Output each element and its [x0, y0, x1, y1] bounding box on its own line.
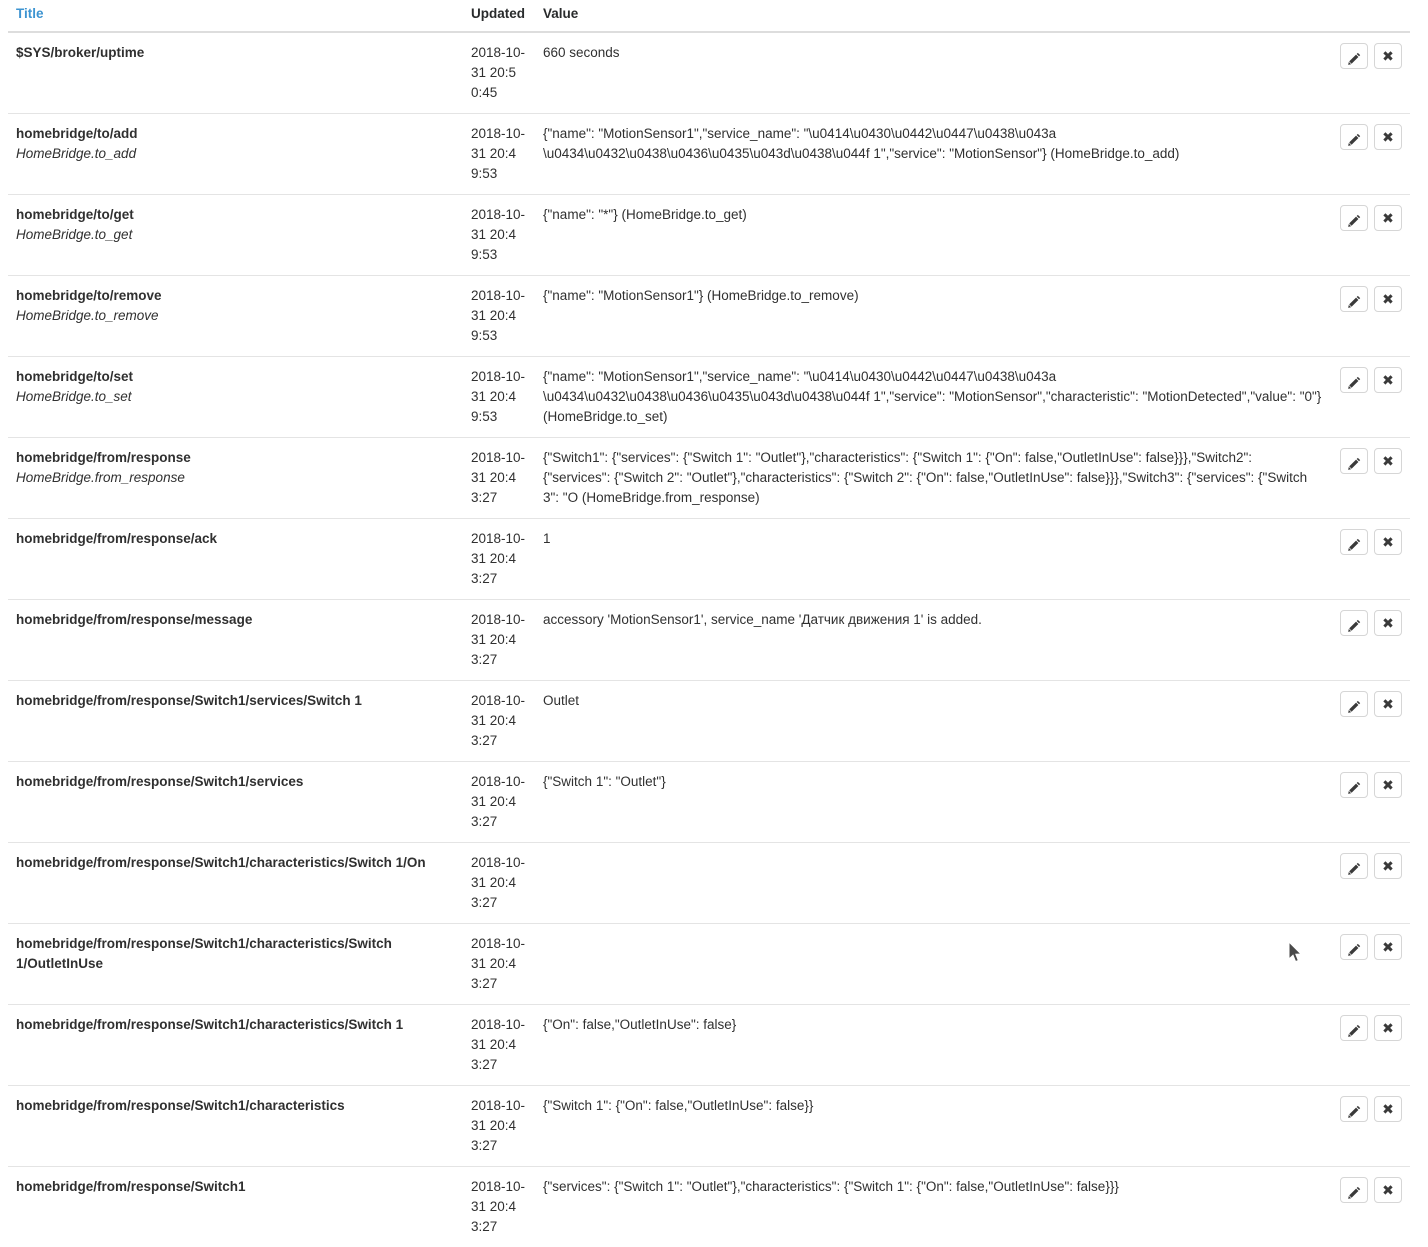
- cell-actions: [1330, 924, 1410, 1005]
- pencil-icon: [1348, 295, 1361, 308]
- table-body: [8, 32, 1410, 1247]
- edit-button[interactable]: [1340, 691, 1368, 717]
- table-row: [8, 276, 1410, 357]
- table-row: [8, 114, 1410, 195]
- close-icon: ✖: [1375, 773, 1401, 797]
- column-header-value: Value: [535, 0, 1330, 32]
- cell-actions: [1330, 1005, 1410, 1086]
- table-row: [8, 438, 1410, 519]
- edit-button[interactable]: [1340, 934, 1368, 960]
- column-header-updated: Updated: [463, 0, 535, 32]
- pencil-icon: [1348, 700, 1361, 713]
- edit-button[interactable]: [1340, 1096, 1368, 1122]
- column-header-actions: [1330, 0, 1410, 32]
- cell-updated: 2018-10-31 20:43:27: [463, 681, 535, 762]
- column-header-title[interactable]: [8, 0, 463, 32]
- edit-button[interactable]: [1340, 448, 1368, 474]
- pencil-icon: [1348, 133, 1361, 146]
- delete-button[interactable]: [1374, 691, 1402, 717]
- topic-title: homebridge/from/response/Switch1: [16, 1179, 246, 1194]
- cell-updated: 2018-10-31 20:43:27: [463, 600, 535, 681]
- cell-title: [8, 1005, 463, 1086]
- table-row: [8, 195, 1410, 276]
- cell-updated: 2018-10-31 20:43:27: [463, 843, 535, 924]
- sort-by-title-link[interactable]: Title: [16, 6, 44, 21]
- cell-value: [535, 843, 1330, 924]
- cell-title: [8, 195, 463, 276]
- pencil-icon: [1348, 862, 1361, 875]
- cell-value: [535, 924, 1330, 1005]
- close-icon: ✖: [1375, 206, 1401, 230]
- topic-subtitle: HomeBridge.to_set: [16, 387, 455, 407]
- cell-title: [8, 438, 463, 519]
- cell-actions: [1330, 32, 1410, 114]
- cell-actions: [1330, 843, 1410, 924]
- edit-button[interactable]: [1340, 124, 1368, 150]
- cell-value: 1: [535, 519, 1330, 600]
- close-icon: ✖: [1375, 1016, 1401, 1040]
- cell-updated: 2018-10-31 20:49:53: [463, 357, 535, 438]
- pencil-icon: [1348, 376, 1361, 389]
- table-row: [8, 1167, 1410, 1247]
- pencil-icon: [1348, 1024, 1361, 1037]
- cell-title: [8, 114, 463, 195]
- cell-title: [8, 600, 463, 681]
- cell-value: {"name": "*"} (HomeBridge.to_get): [535, 195, 1330, 276]
- delete-button[interactable]: [1374, 853, 1402, 879]
- cell-value: Outlet: [535, 681, 1330, 762]
- edit-button[interactable]: [1340, 1015, 1368, 1041]
- delete-button[interactable]: [1374, 43, 1402, 69]
- cell-value: {"Switch 1": {"On": false,"OutletInUse": false}}: [535, 1086, 1330, 1167]
- table-row: [8, 519, 1410, 600]
- pencil-icon: [1348, 214, 1361, 227]
- topic-title: homebridge/from/response/Switch1/services: [16, 774, 303, 789]
- cell-value: {"services": {"Switch 1": "Outlet"},"characteristics": {"Switch 1": {"On": false,"OutletInUse": false}}}: [535, 1167, 1330, 1247]
- edit-button[interactable]: [1340, 1177, 1368, 1203]
- delete-button[interactable]: [1374, 1015, 1402, 1041]
- cell-title: [8, 276, 463, 357]
- cell-title: [8, 681, 463, 762]
- delete-button[interactable]: [1374, 610, 1402, 636]
- cell-value: {"On": false,"OutletInUse": false}: [535, 1005, 1330, 1086]
- pencil-icon: [1348, 1186, 1361, 1199]
- topic-subtitle: HomeBridge.to_get: [16, 225, 455, 245]
- topic-title: homebridge/from/response: [16, 450, 191, 465]
- topic-title: homebridge/from/response/Switch1/services/Switch 1: [16, 693, 362, 708]
- topic-title: homebridge/from/response/Switch1/characteristics: [16, 1098, 345, 1113]
- edit-button[interactable]: [1340, 772, 1368, 798]
- delete-button[interactable]: [1374, 367, 1402, 393]
- close-icon: ✖: [1375, 125, 1401, 149]
- topic-title: homebridge/from/response/Switch1/characteristics/Switch 1: [16, 1017, 403, 1032]
- delete-button[interactable]: [1374, 448, 1402, 474]
- cell-value: {"name": "MotionSensor1","service_name": "\u0414\u0430\u0442\u0447\u0438\u043a \u0434\u0432\u0438\u0436\u0435\u043d\u0438\u044f 1","service": "MotionSensor"} (HomeBridge.to_add): [535, 114, 1330, 195]
- topic-title: $SYS/broker/uptime: [16, 45, 144, 60]
- table-header-row: [8, 0, 1410, 32]
- edit-button[interactable]: [1340, 610, 1368, 636]
- topic-title: homebridge/to/set: [16, 369, 133, 384]
- table-row: [8, 32, 1410, 114]
- close-icon: ✖: [1375, 692, 1401, 716]
- cell-updated: 2018-10-31 20:43:27: [463, 1086, 535, 1167]
- topic-subtitle: HomeBridge.to_add: [16, 144, 455, 164]
- topic-title: homebridge/from/response/message: [16, 612, 252, 627]
- table-row: [8, 762, 1410, 843]
- cell-value: {"Switch1": {"services": {"Switch 1": "Outlet"},"characteristics": {"Switch 1": {"On": false,"OutletInUse": false}}},"Switch2": {"services": {"Switch 2": "Outlet"},"characteristics": {"Switch 2": {"On": false,"OutletInUse": false}}},"Switch3": {"services": {"Switch 3": "O (HomeBridge.from_response): [535, 438, 1330, 519]
- edit-button[interactable]: [1340, 205, 1368, 231]
- delete-button[interactable]: [1374, 205, 1402, 231]
- cell-actions: [1330, 1167, 1410, 1247]
- edit-button[interactable]: [1340, 43, 1368, 69]
- cell-actions: [1330, 600, 1410, 681]
- delete-button[interactable]: [1374, 286, 1402, 312]
- close-icon: ✖: [1375, 530, 1401, 554]
- cell-updated: 2018-10-31 20:43:27: [463, 1167, 535, 1247]
- delete-button[interactable]: [1374, 124, 1402, 150]
- cell-updated: 2018-10-31 20:43:27: [463, 762, 535, 843]
- table-row: [8, 600, 1410, 681]
- delete-button[interactable]: [1374, 1096, 1402, 1122]
- cell-actions: [1330, 438, 1410, 519]
- pencil-icon: [1348, 619, 1361, 632]
- pencil-icon: [1348, 781, 1361, 794]
- cell-actions: [1330, 357, 1410, 438]
- pencil-icon: [1348, 1105, 1361, 1118]
- delete-button[interactable]: [1374, 934, 1402, 960]
- close-icon: ✖: [1375, 935, 1401, 959]
- cell-actions: [1330, 762, 1410, 843]
- edit-button[interactable]: [1340, 529, 1368, 555]
- pencil-icon: [1348, 52, 1361, 65]
- cell-title: [8, 762, 463, 843]
- close-icon: ✖: [1375, 611, 1401, 635]
- topic-title: homebridge/from/response/Switch1/characteristics/Switch 1/On: [16, 855, 426, 870]
- close-icon: ✖: [1375, 1178, 1401, 1202]
- cell-value: {"name": "MotionSensor1"} (HomeBridge.to_remove): [535, 276, 1330, 357]
- close-icon: ✖: [1375, 44, 1401, 68]
- cell-title: [8, 357, 463, 438]
- pencil-icon: [1348, 457, 1361, 470]
- cell-actions: [1330, 681, 1410, 762]
- cell-updated: 2018-10-31 20:43:27: [463, 519, 535, 600]
- close-icon: ✖: [1375, 287, 1401, 311]
- topic-title: homebridge/from/response/ack: [16, 531, 217, 546]
- table-row: [8, 1086, 1410, 1167]
- table-row: [8, 843, 1410, 924]
- edit-button[interactable]: [1340, 367, 1368, 393]
- cell-updated: 2018-10-31 20:49:53: [463, 195, 535, 276]
- pencil-icon: [1348, 943, 1361, 956]
- cell-title: [8, 1167, 463, 1247]
- table-header: [8, 0, 1410, 32]
- cell-value: {"Switch 1": "Outlet"}: [535, 762, 1330, 843]
- topic-title: homebridge/from/response/Switch1/characteristics/Switch 1/OutletInUse: [16, 936, 392, 971]
- cell-actions: [1330, 519, 1410, 600]
- cell-value: accessory 'MotionSensor1', service_name 'Датчик движения 1' is added.: [535, 600, 1330, 681]
- topic-subtitle: HomeBridge.from_response: [16, 468, 455, 488]
- cell-updated: 2018-10-31 20:49:53: [463, 114, 535, 195]
- cell-updated: 2018-10-31 20:43:27: [463, 1005, 535, 1086]
- cell-updated: 2018-10-31 20:50:45: [463, 32, 535, 114]
- cell-actions: [1330, 276, 1410, 357]
- edit-button[interactable]: [1340, 853, 1368, 879]
- cell-actions: [1330, 114, 1410, 195]
- cell-title: [8, 924, 463, 1005]
- cell-updated: 2018-10-31 20:49:53: [463, 276, 535, 357]
- topic-subtitle: HomeBridge.to_remove: [16, 306, 455, 326]
- cell-updated: 2018-10-31 20:43:27: [463, 438, 535, 519]
- topic-title: homebridge/to/add: [16, 126, 138, 141]
- delete-button[interactable]: [1374, 529, 1402, 555]
- table-row: [8, 924, 1410, 1005]
- close-icon: ✖: [1375, 449, 1401, 473]
- cell-actions: [1330, 1086, 1410, 1167]
- cell-value: 660 seconds: [535, 32, 1330, 114]
- table-row: [8, 681, 1410, 762]
- table-row: [8, 1005, 1410, 1086]
- close-icon: ✖: [1375, 1097, 1401, 1121]
- delete-button[interactable]: [1374, 772, 1402, 798]
- cell-actions: [1330, 195, 1410, 276]
- cell-value: {"name": "MotionSensor1","service_name": "\u0414\u0430\u0442\u0447\u0438\u043a \u0434\u0432\u0438\u0436\u0435\u043d\u0438\u044f 1","service": "MotionSensor","characteristic": "MotionDetected","value": "0"} (HomeBridge.to_set): [535, 357, 1330, 438]
- cell-updated: 2018-10-31 20:43:27: [463, 924, 535, 1005]
- cell-title: [8, 843, 463, 924]
- topic-title: homebridge/to/get: [16, 207, 134, 222]
- pencil-icon: [1348, 538, 1361, 551]
- cell-title: [8, 1086, 463, 1167]
- table-row: [8, 357, 1410, 438]
- topics-table: [8, 0, 1410, 1247]
- delete-button[interactable]: [1374, 1177, 1402, 1203]
- edit-button[interactable]: [1340, 286, 1368, 312]
- topic-title: homebridge/to/remove: [16, 288, 162, 303]
- close-icon: ✖: [1375, 368, 1401, 392]
- close-icon: ✖: [1375, 854, 1401, 878]
- cell-title: [8, 519, 463, 600]
- cell-title: [8, 32, 463, 114]
